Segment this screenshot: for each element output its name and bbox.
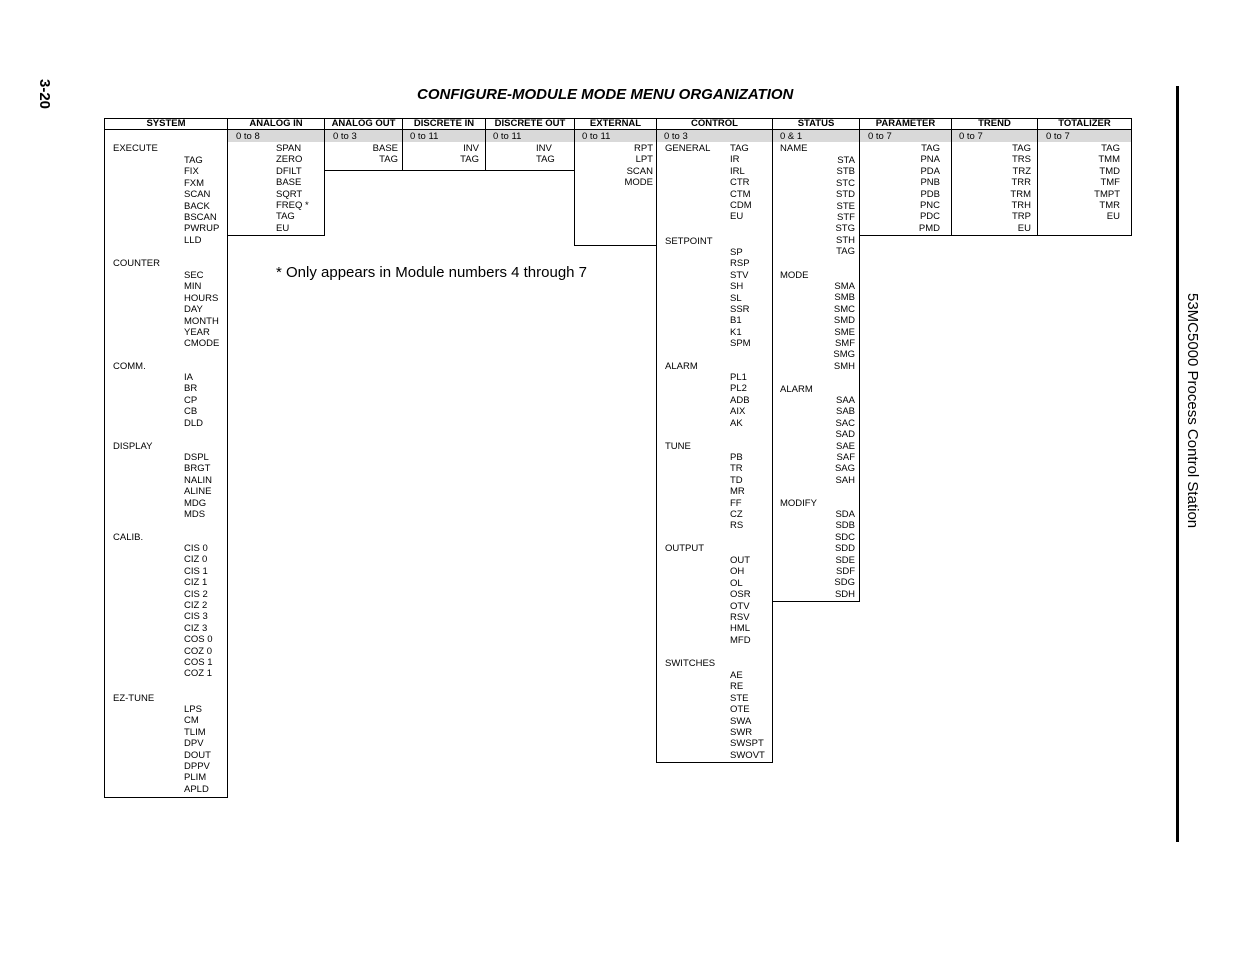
menu-item: TAG bbox=[184, 155, 203, 166]
system-execute-list bbox=[184, 155, 219, 246]
control-general-list bbox=[730, 143, 752, 223]
control-alarm-list bbox=[730, 372, 750, 429]
menu-item: RSV bbox=[730, 612, 750, 624]
menu-item: TAG bbox=[276, 211, 295, 223]
menu-item: TMPT bbox=[1094, 188, 1120, 200]
external-range: 0 to 11 bbox=[582, 131, 611, 142]
menu-item: SDD bbox=[834, 543, 855, 555]
menu-item: SL bbox=[730, 292, 742, 304]
menu-item: TAG bbox=[836, 246, 855, 258]
menu-item: CB bbox=[184, 406, 198, 418]
menu-item: SCAN bbox=[626, 165, 653, 177]
menu-item: TAG bbox=[921, 143, 940, 154]
menu-item: SCAN bbox=[184, 189, 211, 201]
control-tune-list bbox=[730, 452, 745, 532]
menu-item: TRR bbox=[1011, 177, 1031, 189]
menu-item: RPT bbox=[634, 143, 653, 154]
menu-item: CIS 0 bbox=[184, 543, 208, 554]
control-section-general: GENERAL bbox=[665, 143, 711, 154]
menu-item: PNA bbox=[920, 154, 940, 166]
menu-item: RE bbox=[730, 681, 744, 693]
menu-item: OL bbox=[730, 577, 743, 589]
menu-item: CP bbox=[184, 394, 198, 406]
menu-item: CDM bbox=[730, 200, 752, 212]
menu-item: BRGT bbox=[184, 463, 211, 475]
analog-in-header: ANALOG IN bbox=[249, 118, 303, 129]
system-eztune-list bbox=[184, 704, 211, 795]
menu-item: CTR bbox=[730, 177, 750, 189]
menu-item: CMODE bbox=[184, 338, 220, 350]
menu-item: RSP bbox=[730, 258, 750, 270]
menu-item: COZ 0 bbox=[184, 645, 212, 657]
menu-item: DSPL bbox=[184, 452, 209, 463]
menu-item: TAG bbox=[1012, 143, 1031, 154]
status-section-modify: MODIFY bbox=[780, 498, 817, 509]
menu-item: BSCAN bbox=[184, 212, 217, 224]
discrete-out-list bbox=[536, 143, 555, 166]
page-title: CONFIGURE-MODULE MODE MENU ORGANIZATION bbox=[417, 86, 794, 103]
menu-item: CIS 1 bbox=[184, 565, 208, 577]
menu-item: CIZ 3 bbox=[184, 622, 208, 634]
menu-item: OTV bbox=[730, 600, 750, 612]
menu-item: TAG bbox=[460, 154, 479, 166]
system-counter-list bbox=[184, 270, 219, 350]
menu-item: DFILT bbox=[276, 165, 302, 177]
menu-item: PNB bbox=[920, 177, 940, 189]
menu-item: EU bbox=[1106, 211, 1120, 223]
system-header: SYSTEM bbox=[146, 118, 186, 129]
menu-item: BASE bbox=[372, 143, 398, 154]
menu-item: TAG bbox=[536, 154, 555, 166]
parameter-list bbox=[880, 143, 940, 234]
status-alarm-list bbox=[800, 395, 855, 486]
menu-item: SMD bbox=[833, 315, 855, 327]
analog-out-range: 0 to 3 bbox=[333, 131, 357, 142]
totalizer-list bbox=[1055, 143, 1120, 223]
control-section-alarm: ALARM bbox=[665, 361, 698, 372]
menu-item: OUT bbox=[730, 555, 751, 566]
menu-item: STV bbox=[730, 269, 749, 281]
menu-item: SMC bbox=[833, 303, 855, 315]
analog-in-list bbox=[276, 143, 309, 234]
control-switches-list bbox=[730, 670, 765, 761]
system-section-calib: CALIB. bbox=[113, 532, 144, 543]
menu-item: PLIM bbox=[184, 772, 207, 784]
parameter-header: PARAMETER bbox=[875, 118, 936, 129]
menu-item: CTM bbox=[730, 188, 751, 200]
analog-out-list bbox=[330, 143, 398, 166]
menu-item: MR bbox=[730, 486, 745, 498]
menu-item: SDE bbox=[835, 554, 855, 566]
menu-item: NALIN bbox=[184, 474, 212, 486]
menu-item: INV bbox=[463, 143, 479, 154]
menu-item: TRP bbox=[1012, 211, 1031, 223]
control-header: CONTROL bbox=[691, 118, 738, 129]
menu-item: DAY bbox=[184, 304, 203, 316]
system-section-execute: EXECUTE bbox=[113, 143, 158, 154]
menu-item: FXM bbox=[184, 177, 205, 189]
status-section-alarm: ALARM bbox=[780, 384, 813, 395]
totalizer-header: TOTALIZER bbox=[1058, 118, 1111, 129]
menu-item: MODE bbox=[624, 177, 653, 189]
menu-item: SAB bbox=[835, 406, 855, 418]
parameter-range: 0 to 7 bbox=[868, 131, 892, 142]
analog-out-header: ANALOG OUT bbox=[331, 118, 396, 129]
menu-item: SAF bbox=[836, 452, 855, 464]
menu-item: AK bbox=[730, 417, 743, 429]
menu-item: TRH bbox=[1011, 200, 1031, 212]
menu-item: COS 0 bbox=[184, 634, 213, 646]
menu-item: SPM bbox=[730, 338, 751, 350]
menu-item: STG bbox=[835, 223, 855, 235]
trend-header: TREND bbox=[978, 118, 1011, 129]
menu-item: STD bbox=[836, 189, 855, 201]
menu-item: SDC bbox=[834, 531, 855, 543]
menu-item: HML bbox=[730, 623, 751, 635]
menu-item: MIN bbox=[184, 281, 202, 293]
analog-in-range: 0 to 8 bbox=[236, 131, 260, 142]
menu-item: STH bbox=[836, 234, 855, 246]
menu-item: COS 1 bbox=[184, 657, 213, 669]
menu-item: PL2 bbox=[730, 383, 747, 395]
menu-item: SMF bbox=[834, 338, 855, 350]
menu-item: INV bbox=[536, 143, 552, 154]
menu-item: CIZ 2 bbox=[184, 600, 208, 612]
menu-item: AE bbox=[730, 670, 743, 681]
menu-item: SMH bbox=[833, 360, 855, 372]
control-section-tune: TUNE bbox=[665, 441, 691, 452]
menu-item: SAD bbox=[835, 429, 855, 441]
menu-item: OTE bbox=[730, 704, 750, 716]
menu-item: COZ 1 bbox=[184, 668, 212, 680]
control-section-output: OUTPUT bbox=[665, 543, 705, 554]
menu-item: B1 bbox=[730, 315, 742, 327]
menu-item: EU bbox=[730, 211, 744, 223]
menu-item: K1 bbox=[730, 326, 742, 338]
system-section-comm: COMM. bbox=[113, 361, 146, 372]
menu-item: SAA bbox=[835, 395, 855, 406]
menu-item: OH bbox=[730, 566, 745, 578]
menu-item: SDG bbox=[834, 577, 855, 589]
menu-item: ALINE bbox=[184, 486, 212, 498]
menu-item: YEAR bbox=[184, 327, 210, 339]
discrete-out-range: 0 to 11 bbox=[493, 131, 522, 142]
menu-item: STA bbox=[837, 155, 855, 166]
menu-item: STC bbox=[836, 177, 855, 189]
menu-item: FREQ * bbox=[276, 200, 309, 212]
menu-item: MDG bbox=[184, 497, 207, 509]
status-name-list bbox=[800, 155, 855, 258]
menu-item: SH bbox=[730, 281, 744, 293]
menu-item: IR bbox=[730, 154, 740, 166]
footnote: * Only appears in Module numbers 4 through 7 bbox=[276, 264, 588, 281]
menu-item: EU bbox=[276, 222, 290, 234]
menu-item: IA bbox=[184, 372, 193, 383]
menu-item: TRZ bbox=[1012, 165, 1031, 177]
menu-item: TMD bbox=[1099, 165, 1120, 177]
menu-item: ZERO bbox=[276, 154, 303, 166]
system-section-display: DISPLAY bbox=[113, 441, 153, 452]
menu-item: RS bbox=[730, 520, 744, 532]
status-header: STATUS bbox=[797, 118, 835, 129]
menu-item: SAH bbox=[835, 474, 855, 486]
menu-item: SME bbox=[834, 326, 855, 338]
menu-item: MDS bbox=[184, 509, 206, 521]
menu-item: SPAN bbox=[276, 143, 302, 154]
menu-item: TAG bbox=[379, 154, 398, 166]
margin-rule bbox=[1176, 86, 1179, 842]
system-display-list bbox=[184, 452, 212, 520]
menu-item: CIS 3 bbox=[184, 611, 208, 623]
menu-item: TAG bbox=[1101, 143, 1120, 154]
menu-item: SP bbox=[730, 247, 743, 258]
menu-item: MFD bbox=[730, 634, 751, 646]
menu-item: DOUT bbox=[184, 749, 211, 761]
menu-item: SWSPT bbox=[730, 738, 764, 750]
menu-item: TLIM bbox=[184, 726, 206, 738]
menu-item: STB bbox=[836, 166, 855, 178]
menu-item: CIZ 1 bbox=[184, 577, 208, 589]
status-mode-list bbox=[800, 281, 855, 372]
status-section-mode: MODE bbox=[780, 270, 809, 281]
menu-item: PNC bbox=[919, 200, 940, 212]
menu-item: PDC bbox=[919, 211, 940, 223]
external-header: EXTERNAL bbox=[589, 118, 642, 129]
menu-item: FIX bbox=[184, 166, 199, 178]
menu-item: DPV bbox=[184, 738, 204, 750]
discrete-out-header: DISCRETE OUT bbox=[494, 118, 566, 129]
menu-item: SWOVT bbox=[730, 749, 765, 761]
menu-item: TMM bbox=[1098, 154, 1120, 166]
menu-item: SQRT bbox=[276, 188, 303, 200]
menu-item: DLD bbox=[184, 417, 204, 429]
status-modify-list bbox=[800, 509, 855, 600]
menu-item: SMG bbox=[833, 349, 855, 361]
menu-item: SAC bbox=[835, 417, 855, 429]
menu-item: SDA bbox=[835, 509, 855, 520]
menu-item: SWA bbox=[730, 715, 752, 727]
external-list bbox=[580, 143, 653, 189]
trend-list bbox=[970, 143, 1031, 234]
system-calib-list bbox=[184, 543, 213, 680]
menu-item: TR bbox=[730, 463, 743, 475]
discrete-in-header: DISCRETE IN bbox=[413, 118, 475, 129]
menu-item: SSR bbox=[730, 304, 750, 316]
discrete-in-range: 0 to 11 bbox=[410, 131, 439, 142]
menu-item: DPPV bbox=[184, 761, 210, 773]
menu-item: FF bbox=[730, 497, 742, 509]
menu-item: ADB bbox=[730, 394, 750, 406]
menu-item: TRM bbox=[1010, 188, 1031, 200]
menu-item: APLD bbox=[184, 783, 209, 795]
menu-item: STE bbox=[836, 200, 855, 212]
menu-item: TRS bbox=[1012, 154, 1031, 166]
menu-item: STF bbox=[837, 212, 855, 224]
menu-item: LPS bbox=[184, 704, 202, 715]
menu-item: SMA bbox=[834, 281, 855, 292]
menu-item: SAG bbox=[834, 463, 855, 475]
menu-item: SDB bbox=[835, 520, 855, 532]
system-comm-list bbox=[184, 372, 203, 429]
menu-item: LPT bbox=[635, 154, 653, 166]
system-section-counter: COUNTER bbox=[113, 258, 160, 269]
menu-item: CIZ 0 bbox=[184, 554, 208, 566]
menu-item: CM bbox=[184, 715, 199, 727]
menu-item: TAG bbox=[730, 143, 749, 154]
side-running-title: 53MC5000 Process Control Station bbox=[1184, 293, 1201, 529]
menu-item: SEC bbox=[184, 270, 204, 281]
menu-item: PDA bbox=[920, 165, 940, 177]
menu-item: SWR bbox=[730, 727, 753, 739]
menu-item: TMF bbox=[1100, 177, 1120, 189]
menu-item: PB bbox=[730, 452, 743, 463]
menu-item: TD bbox=[730, 474, 743, 486]
menu-item: OSR bbox=[730, 589, 751, 601]
control-range: 0 to 3 bbox=[664, 131, 688, 142]
menu-item: BACK bbox=[184, 200, 210, 212]
menu-item: SAE bbox=[835, 440, 855, 452]
menu-item: BASE bbox=[276, 177, 302, 189]
control-setpoint-list bbox=[730, 247, 751, 350]
menu-item: PWRUP bbox=[184, 223, 220, 235]
menu-item: BR bbox=[184, 383, 198, 395]
totalizer-range: 0 to 7 bbox=[1046, 131, 1070, 142]
discrete-in-list bbox=[408, 143, 479, 166]
menu-item: CIS 2 bbox=[184, 588, 208, 600]
menu-item: SDH bbox=[834, 588, 855, 600]
menu-item: SDF bbox=[836, 566, 855, 578]
control-section-switches: SWITCHES bbox=[665, 658, 716, 669]
trend-range: 0 to 7 bbox=[959, 131, 983, 142]
menu-item: HOURS bbox=[184, 292, 219, 304]
system-section-eztune: EZ-TUNE bbox=[113, 693, 155, 704]
menu-item: CZ bbox=[730, 509, 743, 521]
control-output-list bbox=[730, 555, 751, 646]
status-range: 0 & 1 bbox=[780, 131, 803, 142]
menu-item: AIX bbox=[730, 406, 746, 418]
control-section-setpoint: SETPOINT bbox=[665, 236, 713, 247]
status-section-name: NAME bbox=[780, 143, 808, 154]
menu-item: IRL bbox=[730, 165, 745, 177]
page-number: 3-20 bbox=[36, 79, 53, 110]
menu-item: EU bbox=[1017, 222, 1031, 234]
menu-item: TMR bbox=[1099, 200, 1120, 212]
menu-item: PL1 bbox=[730, 372, 747, 383]
menu-item: SMB bbox=[834, 292, 855, 304]
menu-item: LLD bbox=[184, 234, 202, 246]
menu-item: MONTH bbox=[184, 315, 219, 327]
menu-item: PMD bbox=[918, 222, 940, 234]
menu-item: PDB bbox=[920, 188, 940, 200]
menu-item: STE bbox=[730, 692, 749, 704]
